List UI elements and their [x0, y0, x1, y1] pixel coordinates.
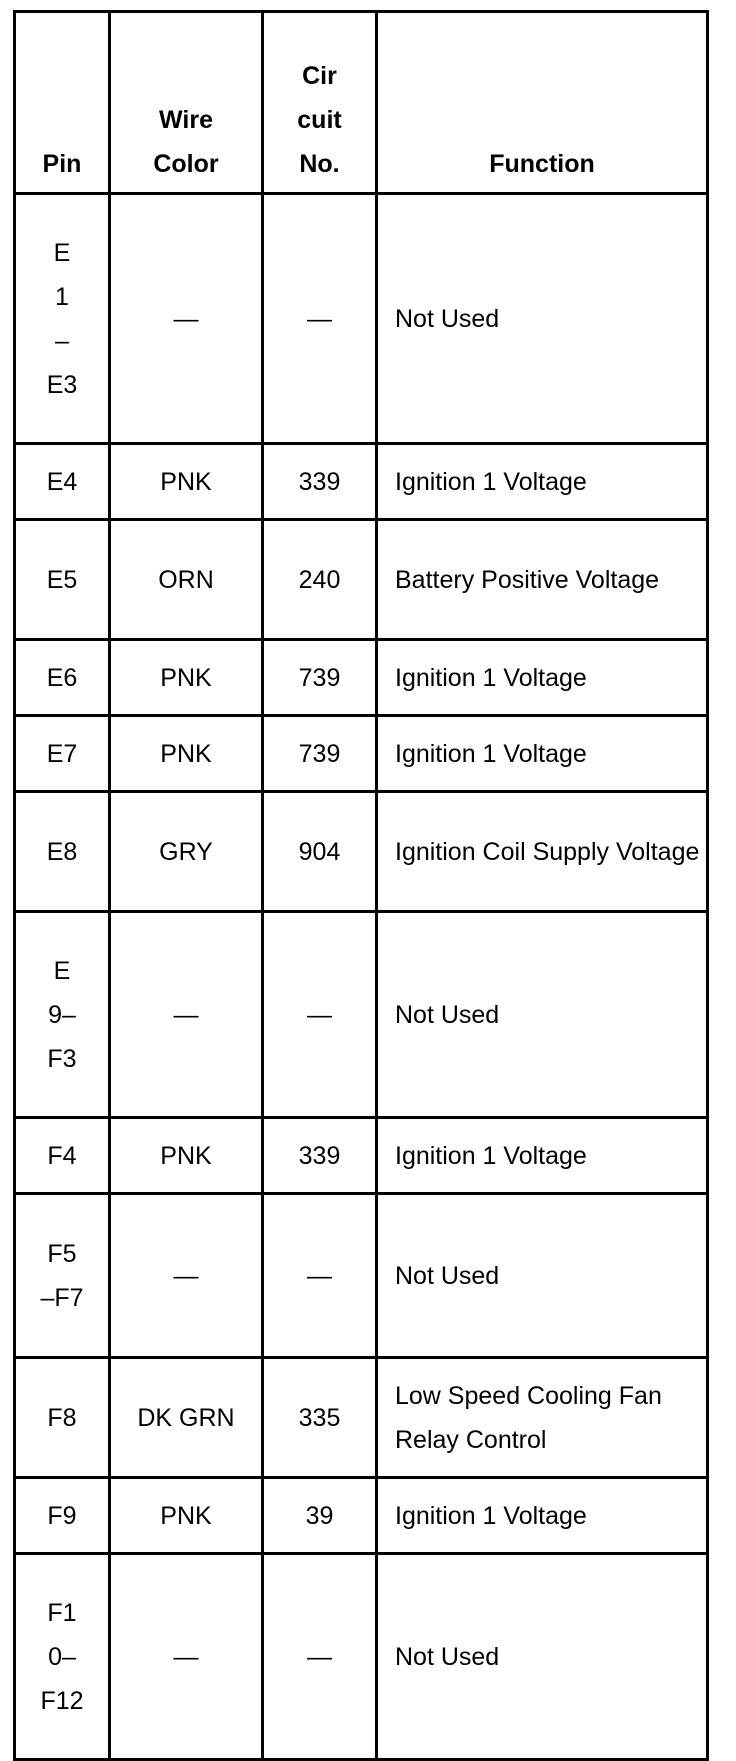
function-cell: Not Used	[377, 1554, 708, 1760]
table-row	[15, 520, 708, 640]
function-cell: Ignition 1 Voltage	[377, 716, 708, 792]
wire-color-cell: PNK	[110, 1118, 263, 1194]
circuit-no-cell: 240	[263, 520, 377, 640]
circuit-no-cell: 739	[263, 716, 377, 792]
function-cell: Ignition Coil Supply Voltage	[377, 792, 708, 912]
table-row	[15, 194, 708, 444]
table-row	[15, 1118, 708, 1194]
table-row	[15, 1194, 708, 1358]
table-row	[15, 1358, 708, 1478]
function-cell: Ignition 1 Voltage	[377, 640, 708, 716]
pin-cell: F1 0– F12	[15, 1554, 110, 1760]
header-function: Function	[377, 12, 708, 194]
wire-color-cell: PNK	[110, 1478, 263, 1554]
pin-cell: E7	[15, 716, 110, 792]
header-wire-color: Wire Color	[110, 12, 263, 194]
function-cell: Ignition 1 Voltage	[377, 1478, 708, 1554]
wire-color-cell: GRY	[110, 792, 263, 912]
wire-color-cell: ORN	[110, 520, 263, 640]
pin-cell: E6	[15, 640, 110, 716]
pin-cell: E5	[15, 520, 110, 640]
circuit-no-cell: —	[263, 912, 377, 1118]
function-cell: Not Used	[377, 1194, 708, 1358]
pin-cell: E8	[15, 792, 110, 912]
function-cell: Not Used	[377, 912, 708, 1118]
wire-color-cell: —	[110, 1194, 263, 1358]
wire-color-cell: PNK	[110, 444, 263, 520]
circuit-no-cell: 904	[263, 792, 377, 912]
pin-cell: F9	[15, 1478, 110, 1554]
table-row	[15, 1478, 708, 1554]
wire-color-cell: PNK	[110, 640, 263, 716]
pin-cell: E 9– F3	[15, 912, 110, 1118]
table-row	[15, 912, 708, 1118]
circuit-no-cell: —	[263, 1554, 377, 1760]
table-row	[15, 444, 708, 520]
pin-cell: F5 –F7	[15, 1194, 110, 1358]
circuit-no-cell: 339	[263, 1118, 377, 1194]
circuit-no-cell: 39	[263, 1478, 377, 1554]
wire-color-cell: —	[110, 1554, 263, 1760]
pin-cell: F4	[15, 1118, 110, 1194]
pin-cell: F8	[15, 1358, 110, 1478]
function-cell: Ignition 1 Voltage	[377, 444, 708, 520]
function-cell: Low Speed Cooling Fan Relay Control	[377, 1358, 708, 1478]
wire-color-cell: —	[110, 194, 263, 444]
circuit-no-cell: —	[263, 1194, 377, 1358]
table-row	[15, 792, 708, 912]
table-row	[15, 640, 708, 716]
function-cell: Ignition 1 Voltage	[377, 1118, 708, 1194]
pin-cell: E 1 – E3	[15, 194, 110, 444]
function-cell: Not Used	[377, 194, 708, 444]
table-row	[15, 1554, 708, 1760]
pin-cell: E4	[15, 444, 110, 520]
wire-color-cell: DK GRN	[110, 1358, 263, 1478]
table-row	[15, 716, 708, 792]
circuit-no-cell: 335	[263, 1358, 377, 1478]
header-circuit-no: Cir cuit No.	[263, 12, 377, 194]
function-cell: Battery Positive Voltage	[377, 520, 708, 640]
circuit-no-cell: —	[263, 194, 377, 444]
table-header-row	[15, 12, 708, 194]
circuit-no-cell: 739	[263, 640, 377, 716]
connector-pin-table	[13, 10, 709, 1761]
circuit-no-cell: 339	[263, 444, 377, 520]
wire-color-cell: PNK	[110, 716, 263, 792]
wire-color-cell: —	[110, 912, 263, 1118]
header-pin: Pin	[15, 12, 110, 194]
